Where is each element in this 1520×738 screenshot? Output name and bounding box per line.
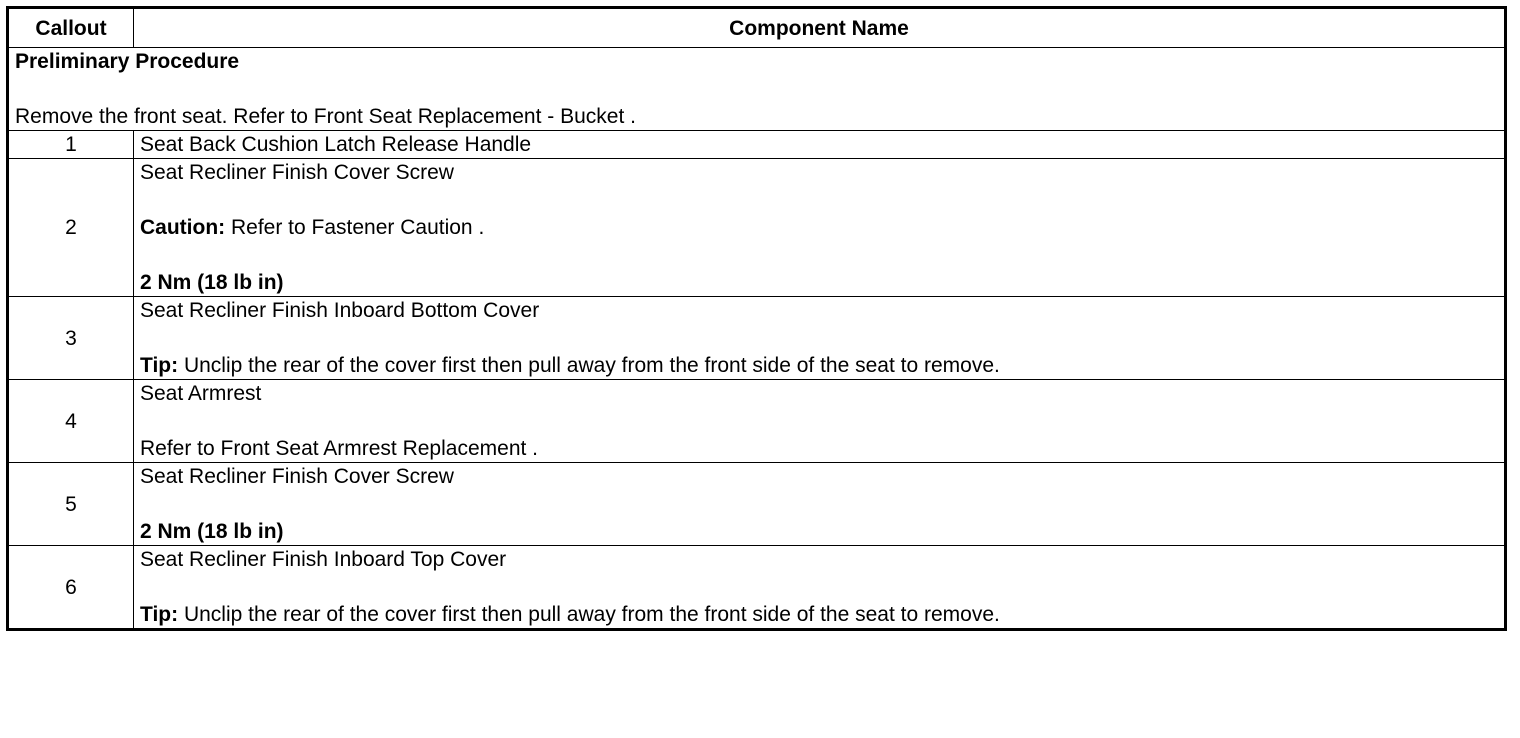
preliminary-text: Remove the front seat. Refer to Front Seat Replacement - Bucket .	[15, 105, 636, 128]
component-name: Seat Armrest	[140, 382, 262, 405]
tip-text: Unclip the rear of the cover first then pull away from the front side of the seat to remove.	[178, 354, 1000, 377]
torque-spec: 2 Nm (18 lb in)	[140, 271, 284, 294]
component-name-header: Component Name	[134, 8, 1506, 48]
component-cell	[134, 380, 1506, 463]
component-cell	[134, 159, 1506, 297]
table-row	[8, 131, 1506, 159]
reference-note: Refer to Front Seat Armrest Replacement .	[140, 437, 538, 460]
tip-label: Tip:	[140, 354, 179, 377]
tip-label: Tip:	[140, 603, 179, 626]
caution-label: Caution:	[140, 216, 226, 239]
callout-header: Callout	[8, 8, 134, 48]
header-row	[8, 8, 1506, 48]
component-name: Seat Recliner Finish Inboard Top Cover	[140, 548, 507, 571]
preliminary-cell	[8, 48, 1506, 131]
callout-cell: 1	[8, 131, 134, 159]
callout-cell: 4	[8, 380, 134, 463]
torque-spec: 2 Nm (18 lb in)	[140, 520, 284, 543]
component-name: Seat Recliner Finish Inboard Bottom Cover	[140, 299, 540, 322]
callout-cell: 2	[8, 159, 134, 297]
component-cell	[134, 131, 1506, 159]
callout-cell: 5	[8, 463, 134, 546]
component-cell	[134, 546, 1506, 630]
tip-text: Unclip the rear of the cover first then pull away from the front side of the seat to remove.	[178, 603, 1000, 626]
component-table	[6, 6, 1507, 631]
table-row	[8, 463, 1506, 546]
component-name: Seat Recliner Finish Cover Screw	[140, 465, 454, 488]
table-row	[8, 159, 1506, 297]
table-row	[8, 297, 1506, 380]
preliminary-row	[8, 48, 1506, 131]
component-cell	[134, 297, 1506, 380]
callout-cell: 3	[8, 297, 134, 380]
table-row	[8, 380, 1506, 463]
preliminary-title: Preliminary Procedure	[15, 50, 240, 73]
tip-note	[140, 601, 1498, 628]
component-name: Seat Recliner Finish Cover Screw	[140, 161, 454, 184]
caution-text: Refer to Fastener Caution .	[225, 216, 485, 239]
tip-note	[140, 352, 1498, 379]
table-row	[8, 546, 1506, 630]
callout-cell: 6	[8, 546, 134, 630]
component-cell	[134, 463, 1506, 546]
component-name: Seat Back Cushion Latch Release Handle	[140, 133, 532, 156]
caution-note	[140, 214, 1498, 241]
